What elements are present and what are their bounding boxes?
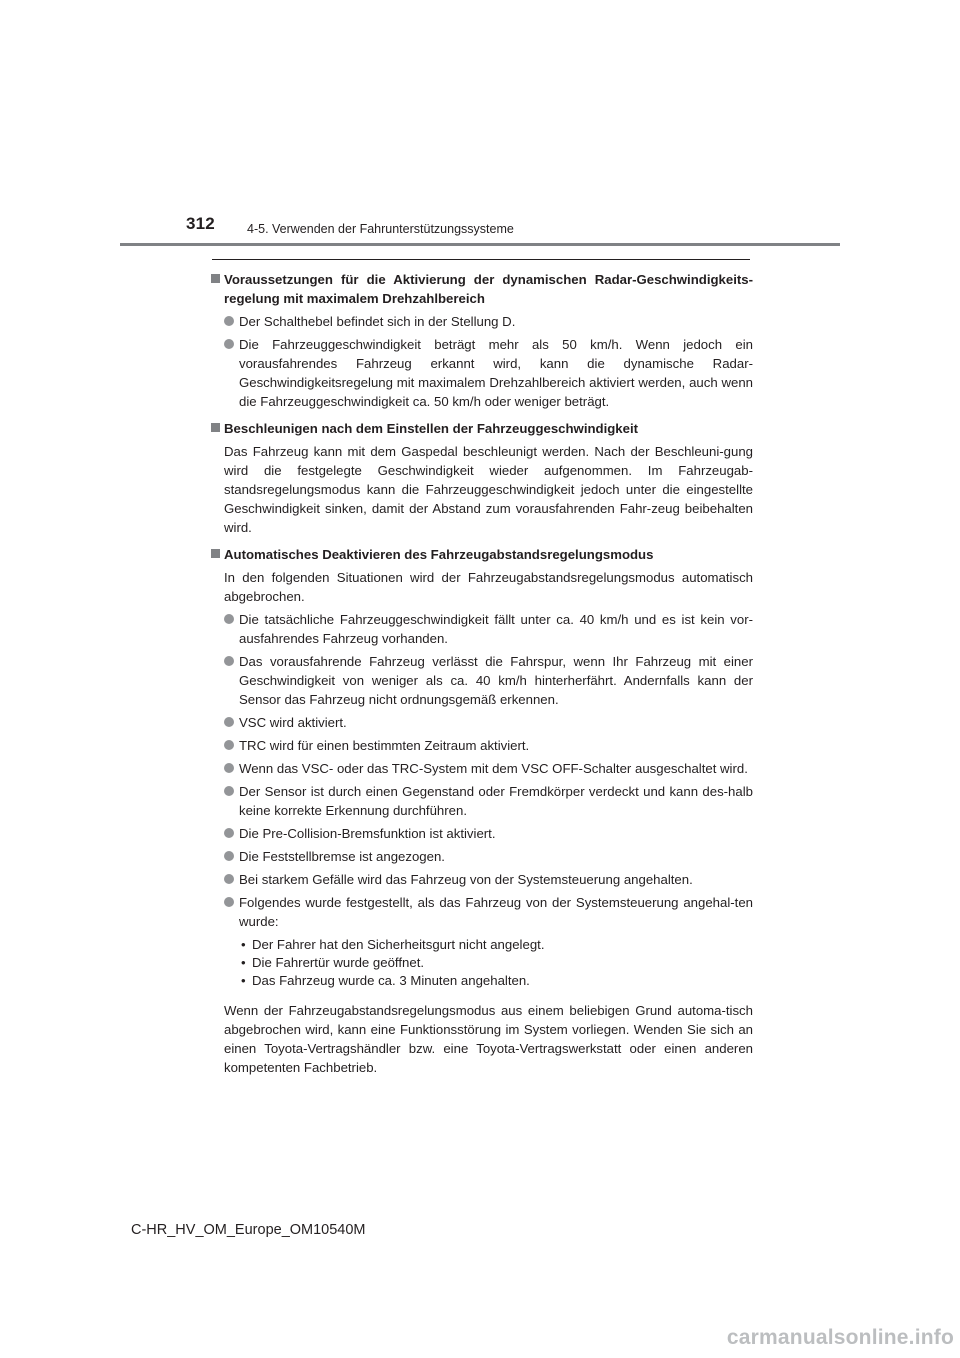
body-paragraph: Das Fahrzeug kann mit dem Gaspedal beschleunigt werden. Nach der Beschleuni-gung wird die festgelegte Geschwindigkeit wieder aufgenommen. Im Fahrzeugab-standsregelungsmodus kann die Fahrzeuggeschwindigkeit jedoch unter die eingestellte Geschwindigkeit sinken, damit der Abstand zum vorausfahrenden Fahr-zeug beibehalten wird. — [224, 444, 753, 535]
content-divider — [212, 259, 750, 260]
circle-bullet-icon — [224, 656, 234, 666]
sub-list-item: • Der Fahrer hat den Sicherheitsgurt nicht angelegt. — [241, 937, 545, 952]
list-item: Wenn das VSC- oder das TRC-System mit dem VSC OFF-Schalter ausgeschaltet wird. — [210, 759, 753, 778]
square-bullet-icon — [211, 423, 220, 432]
list-item: Die Feststellbremse ist angezogen. — [210, 847, 753, 866]
circle-bullet-icon — [224, 717, 234, 727]
page-header — [0, 0, 960, 250]
circle-bullet-icon — [224, 786, 234, 796]
circle-bullet-icon — [224, 851, 234, 861]
main-content — [210, 268, 753, 1077]
circle-bullet-icon — [224, 614, 234, 624]
section-heading-activation: Voraussetzungen für die Aktivierung der dynamischen Radar-Geschwindigkeits-regelung mit maximalem Drehzahlbereich — [210, 270, 753, 308]
sub-list — [210, 936, 753, 990]
square-bullet-icon — [211, 274, 220, 283]
list-item: Der Schalthebel befindet sich in der Stellung D. — [210, 312, 753, 331]
document-code: C-HR_HV_OM_Europe_OM10540M — [131, 1222, 366, 1238]
list-item: Bei starkem Gefälle wird das Fahrzeug von der Systemsteuerung angehalten. — [210, 870, 753, 889]
circle-bullet-icon — [224, 828, 234, 838]
list-item: TRC wird für einen bestimmten Zeitraum aktiviert. — [210, 736, 753, 755]
section-title: 4-5. Verwenden der Fahrunterstützungssysteme — [247, 222, 514, 236]
circle-bullet-icon — [224, 339, 234, 349]
sub-list-item: • Die Fahrertür wurde geöffnet. — [241, 955, 425, 970]
list-item: Die tatsächliche Fahrzeuggeschwindigkeit fällt unter ca. 40 km/h und es ist kein vor-ausfahrendes Fahrzeug vorhanden. — [210, 610, 753, 648]
sub-list-item: • Das Fahrzeug wurde ca. 3 Minuten angehalten. — [241, 973, 530, 988]
list-item: Folgendes wurde festgestellt, als das Fahrzeug von der Systemsteuerung angehal-ten wurde: — [210, 893, 753, 931]
list-item: Der Sensor ist durch einen Gegenstand oder Fremdkörper verdeckt und kann des-halb keine korrekte Erkennung durchführen. — [210, 782, 753, 820]
header-divider — [120, 243, 840, 246]
circle-bullet-icon — [224, 740, 234, 750]
circle-bullet-icon — [224, 763, 234, 773]
watermark: carmanualsonline.info — [726, 1326, 954, 1349]
square-bullet-icon — [211, 549, 220, 558]
list-item: Die Fahrzeuggeschwindigkeit beträgt mehr als 50 km/h. Wenn jedoch ein vorausfahrendes Fahrzeug erkannt wird, kann die dynamische Radar-Geschwindigkeitsregelung mit maximalem Drehzahlbereich aktiviert werden, auch wenn die Fahrzeuggeschwindigkeit ca. 50 km/h oder weniger beträgt. — [210, 335, 753, 411]
intro-paragraph: In den folgenden Situationen wird der Fahrzeugabstandsregelungsmodus automatisch abgebrochen. — [224, 570, 753, 604]
closing-paragraph: Wenn der Fahrzeugabstandsregelungsmodus aus einem beliebigen Grund automa-tisch abgebrochen wird, kann eine Funktionsstörung im System vorliegen. Wenden Sie sich an einen Toyota-Vertragshändler bzw. eine Toyota-Vertragswerkstatt oder einen anderen kompetenten Fachbetrieb. — [224, 1003, 753, 1075]
circle-bullet-icon — [224, 874, 234, 884]
section-heading-deactivation: Automatisches Deaktivieren des Fahrzeugabstandsregelungsmodus — [210, 545, 753, 564]
list-item: Die Pre-Collision-Bremsfunktion ist aktiviert. — [210, 824, 753, 843]
circle-bullet-icon — [224, 316, 234, 326]
page-number: 312 — [186, 214, 215, 233]
list-item: Das vorausfahrende Fahrzeug verlässt die Fahrspur, wenn Ihr Fahrzeug mit einer Geschwindigkeit von weniger als ca. 40 km/h hinterherfährt. Andernfalls kann der Sensor das Fahrzeug nicht ordnungsgemäß erkennen. — [210, 652, 753, 709]
section-heading-acceleration: Beschleunigen nach dem Einstellen der Fahrzeuggeschwindigkeit — [210, 419, 753, 438]
circle-bullet-icon — [224, 897, 234, 907]
list-item: VSC wird aktiviert. — [210, 713, 753, 732]
